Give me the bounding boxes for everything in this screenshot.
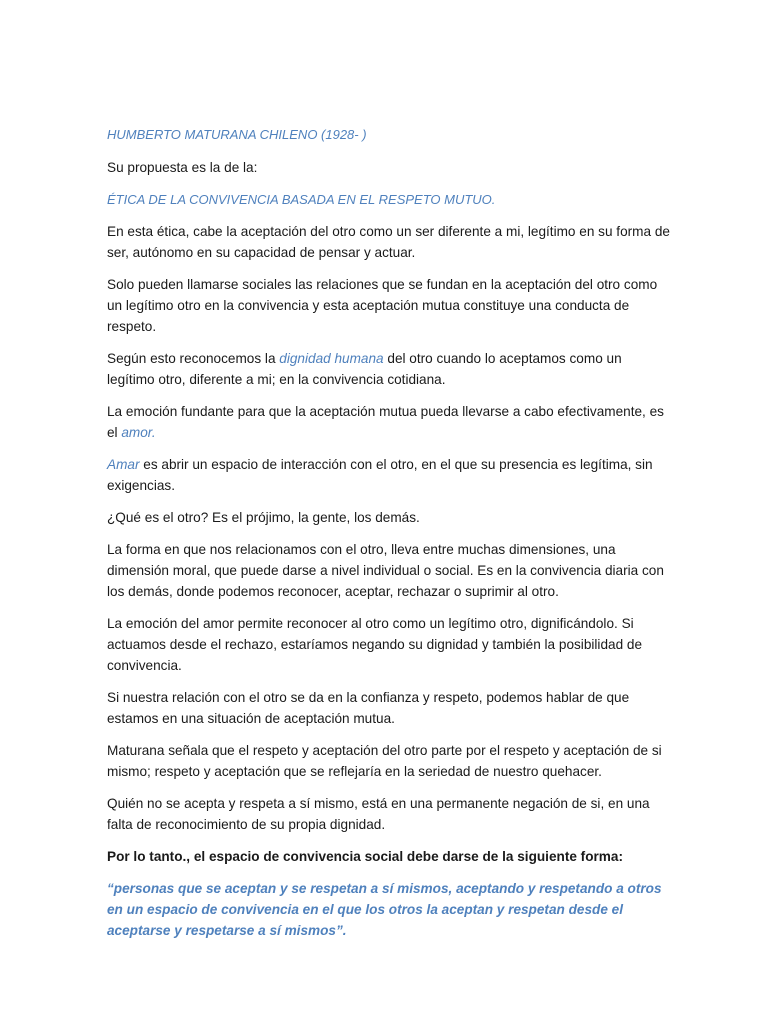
paragraph-8: La emoción del amor permite reconocer al otro como un legítimo otro, dignificándolo. Si actuamos desde el rechazo, estaríamos negando su dignidad y también la posibilidad de convivencia. bbox=[107, 616, 643, 673]
closing-quote: “personas que se aceptan y se respetan a sí mismos, aceptando y respetando a otros en un espacio de convivencia en el que los otros la aceptan y respetan desde el aceptarse y respetarse a sí mismos”. bbox=[107, 881, 662, 938]
paragraph-2: Solo pueden llamarse sociales las relaciones que se fundan en la aceptación del otro como un legítimo otro en la convivencia y esta aceptación mutua constituye una conducta de respeto. bbox=[107, 277, 658, 334]
paragraph-4 bbox=[107, 401, 672, 443]
amor-highlight: amor. bbox=[121, 425, 156, 440]
ethics-heading: ÉTICA DE LA CONVIVENCIA BASADA EN EL RESPETO MUTUO. bbox=[107, 192, 496, 207]
dignidad-humana-highlight: dignidad humana bbox=[279, 351, 384, 366]
paragraph-9: Si nuestra relación con el otro se da en la confianza y respeto, podemos hablar de que estamos en una situación de aceptación mutua. bbox=[107, 690, 630, 726]
paragraph-7: La forma en que nos relacionamos con el otro, lleva entre muchas dimensiones, una dimensión moral, que puede darse a nivel individual o social. Es en la convivencia diaria con los demás, donde podemos reconocer, aceptar, rechazar o suprimir al otro. bbox=[107, 542, 664, 599]
paragraph-3 bbox=[107, 348, 672, 390]
amar-highlight: Amar bbox=[107, 457, 140, 472]
paragraph-5 bbox=[107, 454, 672, 496]
paragraph-1: En esta ética, cabe la aceptación del otro como un ser diferente a mi, legítimo en su forma de ser, autónomo en su capacidad de pensar y actuar. bbox=[107, 224, 670, 260]
paragraph-4-text: La emoción fundante para que la aceptación mutua pueda llevarse a cabo efectivamente, es el bbox=[107, 404, 664, 440]
paragraph-12: Por lo tanto., el espacio de convivencia social debe darse de la siguiente forma: bbox=[107, 849, 623, 864]
paragraph-5-text: es abrir un espacio de interacción con el otro, en el que su presencia es legítima, sin exigencias. bbox=[107, 457, 653, 493]
paragraph-6: ¿Qué es el otro? Es el prójimo, la gente, los demás. bbox=[107, 510, 420, 525]
intro-line: Su propuesta es la de la: bbox=[107, 160, 258, 175]
document-title: HUMBERTO MATURANA CHILENO (1928- ) bbox=[107, 127, 367, 142]
paragraph-10: Maturana señala que el respeto y aceptación del otro parte por el respeto y aceptación de si mismo; respeto y aceptación que se reflejaría en la seriedad de nuestro quehacer. bbox=[107, 743, 662, 779]
paragraph-3-text-b: del otro cuando lo aceptamos como un legítimo otro, diferente a mi; en la convivencia cotidiana. bbox=[107, 351, 622, 387]
paragraph-11: Quién no se acepta y respeta a sí mismo, está en una permanente negación de si, en una falta de reconocimiento de su propia dignidad. bbox=[107, 796, 650, 832]
paragraph-3-text-a: Según esto reconocemos la bbox=[107, 351, 280, 366]
